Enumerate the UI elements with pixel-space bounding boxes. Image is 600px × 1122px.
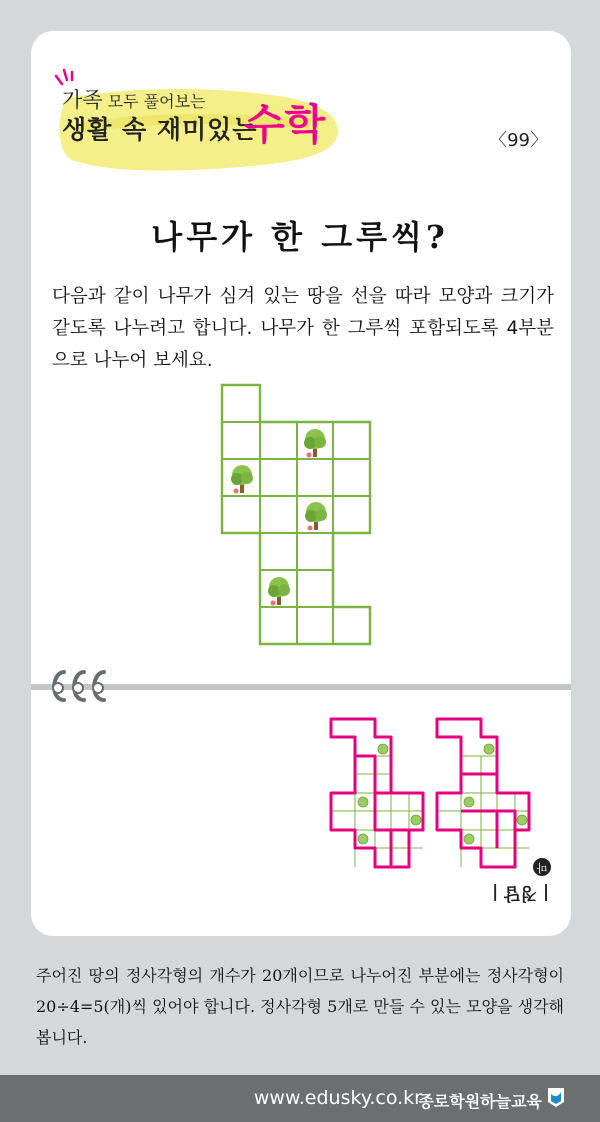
footer-org-name: 종로학원하늘교육 (418, 1092, 542, 1111)
logo-line1-rest: 모두 풀어보는 (102, 92, 206, 111)
logo-line1-lead: 가족 (62, 88, 103, 112)
footer-url-link[interactable]: www.edusky.co.kr (253, 1087, 422, 1109)
tree-icon (304, 429, 326, 458)
tree-icon (231, 465, 253, 494)
org-logo-icon (546, 1086, 566, 1108)
answer-grids (325, 710, 535, 880)
answer-label: | 정답 | (492, 883, 550, 903)
answer-flag-badge: 마 (533, 858, 551, 876)
tree-icon (268, 577, 290, 606)
issue-number: 〈99〉 (489, 130, 548, 151)
question-text: 다음과 같이 나무가 심겨 있는 땅을 선을 따라 모양과 크기가 같도록 나누려고 합니다. 나무가 한 그루씩 포함되도록 4부분으로 나누어 보세요. (52, 286, 554, 371)
explanation-text: 주어진 땅의 정사각형의 개수가 20개이므로 나누어진 부분에는 정사각형이 20÷4=5(개)씩 있어야 합니다. 정사각형 5개로 만들 수 있는 모양을 생각해 봅니다. (36, 966, 564, 1047)
page-title: 나무가 한 그루씩? (151, 218, 449, 256)
logo-line2: 생활 속 재미있는 (62, 115, 258, 144)
binder-rings-icon (44, 664, 124, 708)
tree-icon (305, 502, 327, 531)
puzzle-grid (210, 378, 390, 648)
answer-grid-right (437, 719, 529, 867)
logo-accent: 수학 (244, 100, 326, 149)
answer-grid-left (331, 719, 423, 867)
